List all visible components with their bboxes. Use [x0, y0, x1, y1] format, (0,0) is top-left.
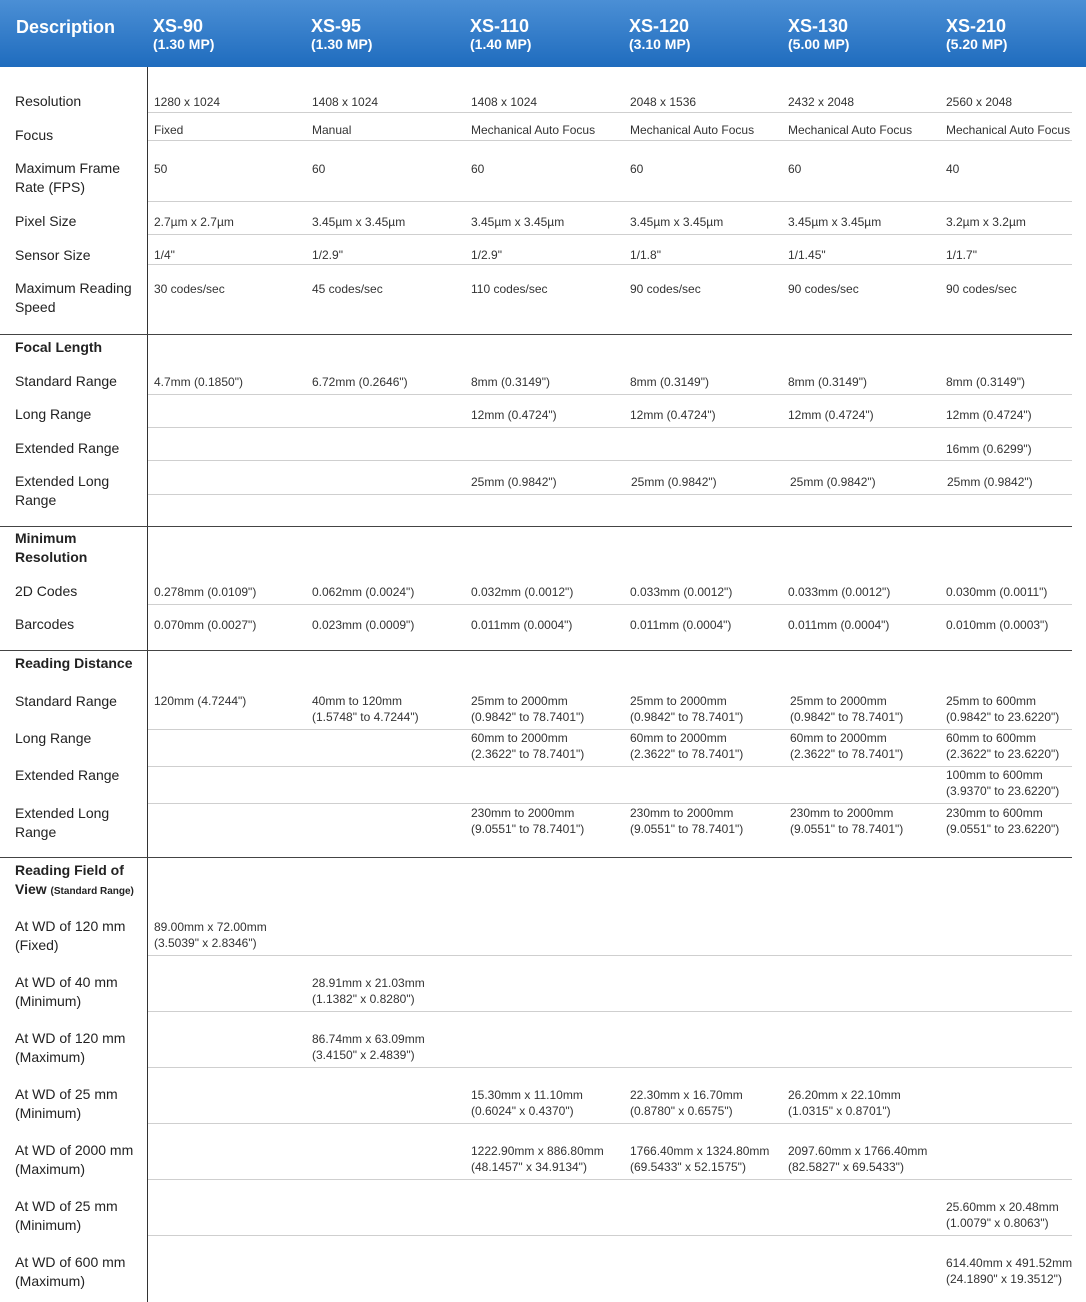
label-line: (Maximum)	[15, 1049, 85, 1065]
cell-line: (9.0551" to 78.7401")	[471, 822, 585, 836]
cell-focal-standard: 8mm (0.3149")	[946, 375, 1025, 389]
cell-line: 230mm to 2000mm	[471, 806, 575, 820]
row-label-fov	[15, 917, 125, 955]
cell-line: (0.9842" to 78.7401")	[471, 710, 585, 724]
cell-frame-rate: 40	[946, 162, 960, 176]
cell-line: 60mm to 2000mm	[630, 731, 727, 745]
cell-line: (9.0551" to 78.7401")	[790, 822, 904, 836]
cell-2d-codes: 0.030mm (0.0011")	[946, 585, 1048, 599]
cell-line: 86.74mm x 63.09mm	[312, 1032, 425, 1046]
cell-line: (1.1382" x 0.8280")	[312, 992, 415, 1006]
label-line: At WD of 25 mm	[15, 1086, 118, 1102]
cell-distance-standard	[790, 693, 903, 725]
cell-sensor-size: 1/2.9"	[471, 248, 502, 262]
row-label-focal-standard: Standard Range	[15, 373, 117, 389]
cell-line: (1.0079" x 0.8063")	[946, 1216, 1049, 1230]
cell-line: 89.00mm x 72.00mm	[154, 920, 267, 934]
cell-line: 1222.90mm x 886.80mm	[471, 1144, 604, 1158]
model-mp: (5.00 MP)	[788, 36, 850, 52]
cell-fov	[630, 1143, 769, 1175]
row-label-focal-extended-long	[15, 472, 109, 510]
row-label-fov	[15, 1197, 118, 1235]
cell-line: 230mm to 2000mm	[790, 806, 894, 820]
cell-line: (0.9842" to 23.6220")	[946, 710, 1060, 724]
cell-reading-speed: 110 codes/sec	[471, 282, 548, 296]
row-divider	[148, 1067, 1072, 1068]
cell-frame-rate: 50	[154, 162, 168, 176]
row-divider	[148, 427, 1072, 428]
row-label-focal-long: Long Range	[15, 406, 92, 422]
header-description: Description	[16, 17, 116, 37]
cell-barcodes: 0.023mm (0.0009")	[312, 618, 415, 632]
section-title-field-of-view	[15, 861, 134, 901]
label-line: (Minimum)	[15, 993, 82, 1009]
cell-line: (2.3622" to 78.7401")	[471, 747, 585, 761]
model-name: XS-210	[946, 16, 1007, 36]
cell-barcodes: 0.011mm (0.0004")	[630, 618, 732, 632]
cell-line: 60mm to 600mm	[946, 731, 1037, 745]
row-label-distance-standard: Standard Range	[15, 693, 117, 709]
row-label-pixel-size: Pixel Size	[15, 213, 77, 229]
cell-pixel-size: 3.45µm x 3.45µm	[471, 215, 565, 229]
cell-barcodes: 0.070mm (0.0027")	[154, 618, 257, 632]
row-label-focal-extended: Extended Range	[15, 440, 120, 456]
header-model-xs110	[470, 16, 531, 52]
cell-line: 60mm to 2000mm	[790, 731, 887, 745]
cell-line: 25.60mm x 20.48mm	[946, 1200, 1059, 1214]
label-line: (Minimum)	[15, 1105, 82, 1121]
cell-2d-codes: 0.033mm (0.0012")	[630, 585, 733, 599]
row-label-distance-extended-long	[15, 804, 109, 842]
label-line: At WD of 2000 mm	[15, 1142, 134, 1158]
label-line: Range	[15, 492, 57, 508]
cell-line: (2.3622" to 23.6220")	[946, 747, 1060, 761]
row-label-sensor-size: Sensor Size	[15, 247, 91, 263]
title-line: Minimum	[15, 530, 77, 546]
cell-line: 22.30mm x 16.70mm	[630, 1088, 743, 1102]
cell-2d-codes: 0.278mm (0.0109")	[154, 585, 257, 599]
cell-line: 100mm to 600mm	[946, 768, 1043, 782]
cell-distance-long	[471, 730, 584, 762]
cell-sensor-size: 1/2.9"	[312, 248, 343, 262]
cell-resolution: 2560 x 2048	[946, 95, 1013, 109]
cell-line: (3.4150" x 2.4839")	[312, 1048, 415, 1062]
cell-resolution: 1408 x 1024	[471, 95, 538, 109]
model-mp: (1.30 MP)	[311, 36, 373, 52]
cell-pixel-size: 2.7µm x 2.7µm	[154, 215, 234, 229]
cell-pixel-size: 3.45µm x 3.45µm	[630, 215, 724, 229]
cell-distance-extended-long	[790, 805, 903, 837]
cell-line: 26.20mm x 22.10mm	[788, 1088, 901, 1102]
title-text: View	[15, 881, 47, 897]
cell-fov	[788, 1087, 901, 1119]
cell-focal-long: 12mm (0.4724")	[946, 408, 1032, 422]
cell-reading-speed: 90 codes/sec	[630, 282, 701, 296]
cell-focal-standard: 8mm (0.3149")	[471, 375, 550, 389]
cell-resolution: 1280 x 1024	[154, 95, 221, 109]
cell-reading-speed: 30 codes/sec	[154, 282, 225, 296]
row-divider	[148, 264, 1072, 265]
section-title-min-resolution	[15, 529, 87, 567]
row-divider	[148, 140, 1072, 141]
cell-focus: Manual	[312, 123, 352, 137]
label-line: (Maximum)	[15, 1273, 85, 1289]
cell-line: 15.30mm x 11.10mm	[471, 1088, 583, 1102]
cell-line: 28.91mm x 21.03mm	[312, 976, 425, 990]
row-divider	[148, 494, 1072, 495]
cell-line: (1.5748" to 4.7244")	[312, 710, 419, 724]
section-title-focal-length: Focal Length	[15, 339, 103, 355]
row-label-barcodes: Barcodes	[15, 616, 75, 632]
model-name: XS-130	[788, 16, 849, 36]
cell-line: (2.3622" to 78.7401")	[630, 747, 744, 761]
cell-focal-extended-long: 25mm (0.9842")	[790, 475, 876, 489]
cell-distance-long	[630, 730, 743, 762]
cell-line: 40mm to 120mm	[312, 694, 403, 708]
cell-resolution: 1408 x 1024	[312, 95, 379, 109]
header-model-xs120	[629, 16, 690, 52]
row-label-fov	[15, 1141, 133, 1179]
cell-distance-standard	[630, 693, 743, 725]
cell-line: 60mm to 2000mm	[471, 731, 568, 745]
table-header	[0, 0, 1086, 67]
label-line: Speed	[15, 299, 56, 315]
cell-line: (0.9842" to 78.7401")	[790, 710, 904, 724]
cell-focus: Mechanical Auto Focus	[946, 123, 1071, 137]
cell-resolution: 2432 x 2048	[788, 95, 855, 109]
cell-distance-extended-long	[471, 805, 584, 837]
cell-distance-long	[790, 730, 903, 762]
section-divider	[0, 650, 1072, 651]
cell-line: (9.0551" to 78.7401")	[630, 822, 744, 836]
label-line: At WD of 600 mm	[15, 1254, 126, 1270]
cell-reading-speed: 45 codes/sec	[312, 282, 383, 296]
section-title-reading-distance: Reading Distance	[15, 655, 133, 671]
label-line: Rate (FPS)	[15, 179, 86, 195]
cell-resolution: 2048 x 1536	[630, 95, 697, 109]
cell-line: 25mm to 600mm	[946, 694, 1037, 708]
title-note: (Standard Range)	[50, 886, 134, 897]
row-divider	[148, 1123, 1072, 1124]
cell-line: (2.3622" to 78.7401")	[790, 747, 904, 761]
cell-line: 25mm to 2000mm	[790, 694, 887, 708]
cell-line: (9.0551" to 23.6220")	[946, 822, 1060, 836]
section-divider	[0, 857, 1072, 858]
cell-focal-extended-long: 25mm (0.9842")	[947, 475, 1033, 489]
cell-line: 25mm to 2000mm	[471, 694, 568, 708]
cell-pixel-size: 3.2µm x 3.2µm	[946, 215, 1026, 229]
cell-line: 230mm to 2000mm	[630, 806, 734, 820]
row-label-focus: Focus	[15, 127, 54, 143]
cell-focal-extended-long: 25mm (0.9842")	[471, 475, 557, 489]
cell-frame-rate: 60	[630, 162, 644, 176]
label-line: Range	[15, 824, 57, 840]
cell-fov	[630, 1087, 743, 1119]
cell-focal-long: 12mm (0.4724")	[630, 408, 716, 422]
model-name: XS-110	[470, 16, 530, 36]
row-label-distance-extended: Extended Range	[15, 767, 120, 783]
model-name: XS-95	[311, 16, 362, 36]
cell-sensor-size: 1/1.45"	[788, 248, 826, 262]
label-line: (Fixed)	[15, 937, 59, 953]
cell-line: (24.1890" x 19.3512")	[946, 1272, 1062, 1286]
cell-sensor-size: 1/1.8"	[630, 248, 661, 262]
cell-fov	[312, 975, 425, 1007]
cell-line: (82.5827" x 69.5433")	[788, 1160, 904, 1174]
cell-line: (0.6024" x 0.4370")	[471, 1104, 574, 1118]
cell-focal-standard: 4.7mm (0.1850")	[154, 375, 243, 389]
row-label-resolution: Resolution	[15, 93, 82, 109]
cell-focal-extended: 16mm (0.6299")	[946, 442, 1032, 456]
cell-focal-standard: 8mm (0.3149")	[630, 375, 709, 389]
cell-frame-rate: 60	[312, 162, 326, 176]
cell-line: (0.8780" x 0.6575")	[630, 1104, 733, 1118]
cell-line: (0.9842" to 78.7401")	[630, 710, 744, 724]
cell-distance-extended-long	[630, 805, 743, 837]
label-line: At WD of 40 mm	[15, 974, 118, 990]
label-line: Maximum Reading	[15, 280, 132, 296]
title-line: Resolution	[15, 549, 88, 565]
row-divider	[148, 394, 1072, 395]
row-label-2d-codes: 2D Codes	[15, 583, 78, 599]
model-name: XS-90	[153, 16, 204, 36]
model-mp: (5.20 MP)	[946, 36, 1008, 52]
header-model-xs95	[311, 16, 372, 52]
label-column-divider	[147, 67, 148, 1302]
row-divider	[148, 234, 1072, 235]
cell-frame-rate: 60	[788, 162, 802, 176]
row-label-frame-rate	[15, 159, 120, 197]
row-divider	[148, 460, 1072, 461]
cell-line: (3.9370" to 23.6220")	[946, 784, 1060, 798]
row-label-reading-speed	[15, 279, 132, 317]
cell-sensor-size: 1/4"	[154, 248, 175, 262]
cell-distance-long	[946, 730, 1059, 762]
cell-2d-codes: 0.033mm (0.0012")	[788, 585, 891, 599]
row-divider	[148, 201, 1072, 202]
cell-reading-speed: 90 codes/sec	[788, 282, 859, 296]
cell-focal-extended-long: 25mm (0.9842")	[631, 475, 717, 489]
cell-fov	[946, 1255, 1072, 1287]
cell-pixel-size: 3.45µm x 3.45µm	[312, 215, 406, 229]
model-mp: (1.30 MP)	[153, 36, 215, 52]
cell-barcodes: 0.010mm (0.0003")	[946, 618, 1049, 632]
row-divider	[148, 766, 1072, 767]
label-line: At WD of 120 mm	[15, 1030, 126, 1046]
label-line: At WD of 25 mm	[15, 1198, 118, 1214]
row-divider	[148, 803, 1072, 804]
cell-frame-rate: 60	[471, 162, 485, 176]
row-label-fov	[15, 973, 118, 1011]
header-model-xs130	[788, 16, 849, 52]
cell-focal-long: 12mm (0.4724")	[471, 408, 557, 422]
row-label-fov	[15, 1029, 125, 1067]
model-name: XS-120	[629, 16, 690, 36]
cell-barcodes: 0.011mm (0.0004")	[788, 618, 890, 632]
cell-line: 2097.60mm x 1766.40mm	[788, 1144, 928, 1158]
label-line: Maximum Frame	[15, 160, 121, 176]
label-line: Extended Long	[15, 473, 110, 489]
header-model-xs90	[153, 16, 214, 52]
cell-line: 25mm to 2000mm	[630, 694, 727, 708]
cell-focus: Mechanical Auto Focus	[788, 123, 913, 137]
cell-distance-standard	[946, 693, 1059, 725]
cell-2d-codes: 0.032mm (0.0012")	[471, 585, 574, 599]
cell-fov	[788, 1143, 927, 1175]
cell-distance-standard	[154, 693, 246, 709]
cell-focal-standard: 6.72mm (0.2646")	[312, 375, 408, 389]
cell-focus: Mechanical Auto Focus	[630, 123, 755, 137]
cell-distance-standard	[471, 693, 584, 725]
cell-reading-speed: 90 codes/sec	[946, 282, 1017, 296]
row-divider	[148, 729, 1072, 730]
model-mp: (1.40 MP)	[470, 36, 532, 52]
cell-line: 614.40mm x 491.52mm	[946, 1256, 1073, 1270]
section-divider	[0, 334, 1072, 335]
cell-distance-standard	[312, 693, 419, 725]
section-divider	[0, 526, 1072, 527]
cell-fov	[154, 919, 267, 951]
cell-fov	[312, 1031, 425, 1063]
row-label-fov	[15, 1085, 118, 1123]
cell-distance-extended	[946, 767, 1059, 799]
row-divider	[148, 1011, 1072, 1012]
row-label-fov	[15, 1253, 125, 1291]
cell-line: (48.1457" x 34.9134")	[471, 1160, 587, 1174]
row-divider	[148, 1235, 1072, 1236]
cell-pixel-size: 3.45µm x 3.45µm	[788, 215, 882, 229]
label-line: (Maximum)	[15, 1161, 85, 1177]
cell-focal-long: 12mm (0.4724")	[788, 408, 874, 422]
cell-line: 1766.40mm x 1324.80mm	[630, 1144, 770, 1158]
title-line	[15, 880, 134, 901]
cell-focal-standard: 8mm (0.3149")	[788, 375, 867, 389]
row-divider	[148, 1179, 1072, 1180]
cell-fov	[471, 1143, 604, 1175]
label-line: (Minimum)	[15, 1217, 82, 1233]
label-line: Extended Long	[15, 805, 110, 821]
cell-2d-codes: 0.062mm (0.0024")	[312, 585, 415, 599]
row-label-distance-long: Long Range	[15, 730, 92, 746]
cell-focus: Mechanical Auto Focus	[471, 123, 596, 137]
cell-line: 120mm (4.7244")	[154, 694, 247, 708]
cell-line: (1.0315" x 0.8701")	[788, 1104, 891, 1118]
title-line: Reading Field of	[15, 862, 124, 878]
cell-sensor-size: 1/1.7"	[946, 248, 977, 262]
row-divider	[148, 112, 1072, 113]
cell-line: (3.5039" x 2.8346")	[154, 936, 257, 950]
cell-distance-extended-long	[946, 805, 1059, 837]
cell-fov	[946, 1199, 1059, 1231]
cell-line: 230mm to 600mm	[946, 806, 1043, 820]
row-divider	[148, 955, 1072, 956]
label-line: At WD of 120 mm	[15, 918, 126, 934]
cell-barcodes: 0.011mm (0.0004")	[471, 618, 573, 632]
cell-fov	[471, 1087, 583, 1119]
header-model-xs210	[946, 16, 1007, 52]
model-mp: (3.10 MP)	[629, 36, 691, 52]
row-divider	[148, 604, 1072, 605]
cell-line: (69.5433" x 52.1575")	[630, 1160, 746, 1174]
cell-focus: Fixed	[154, 123, 184, 137]
